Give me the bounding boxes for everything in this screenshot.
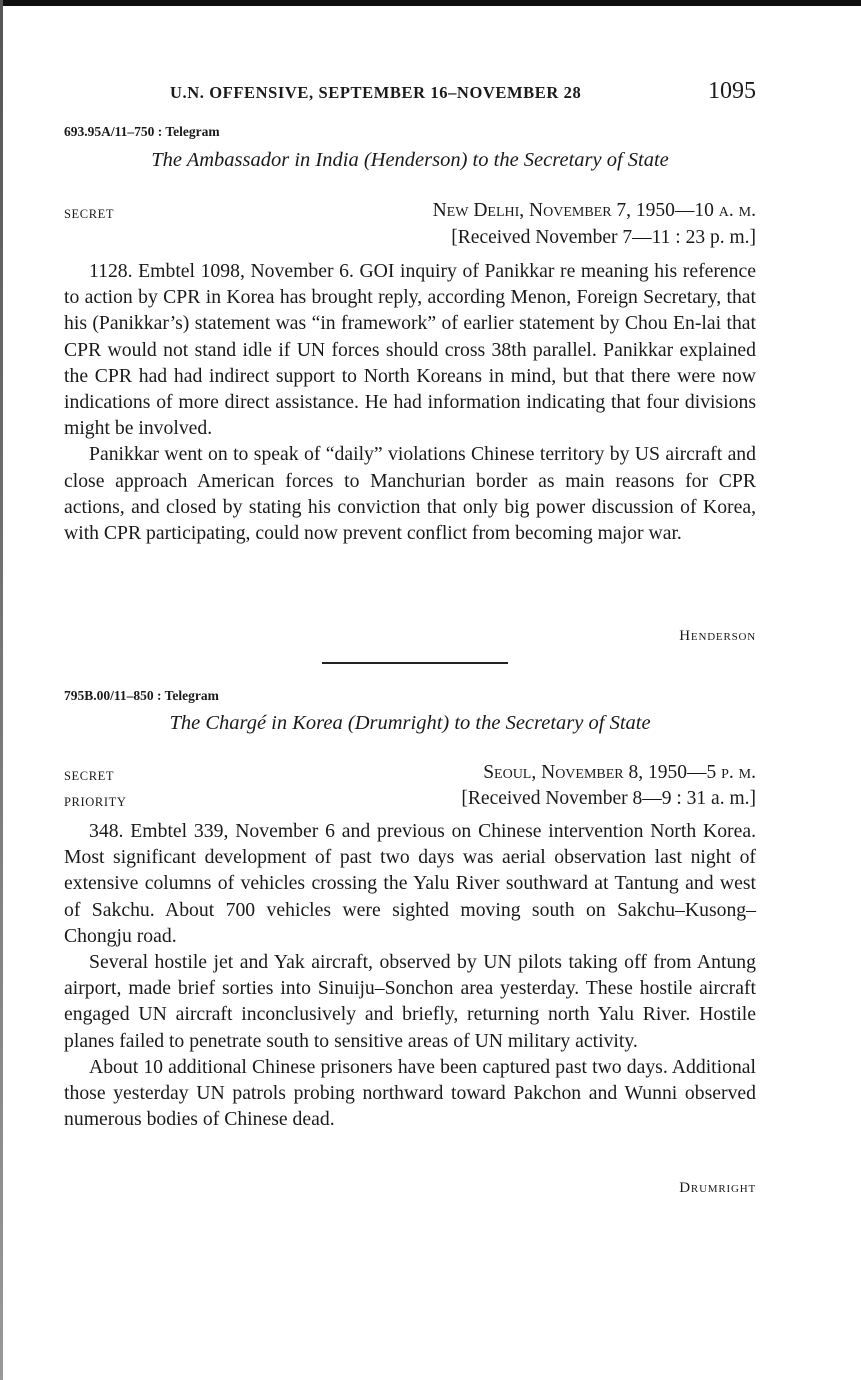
doc-2-reference: 795B.00/11–850 : Telegram: [64, 688, 219, 703]
doc-2-signature: Drumright: [679, 1180, 756, 1196]
doc-2-classification: SECRET: [64, 769, 115, 783]
doc-2-title: The Chargé in Korea (Drumright) to the Secretary of State: [169, 712, 651, 734]
doc-1-body: [64, 258, 756, 546]
running-head: [170, 78, 756, 105]
doc-1-paragraph: Panikkar went on to speak of “daily” violations Chinese territory by US aircraft and close approach American forces to Manchurian border as main reasons for CPR actions, and closed by stating his conviction that only big power discussion of Korea, with CPR participating, could now prevent conflict from becoming major war.: [64, 443, 756, 545]
running-head-title: U.N. OFFENSIVE, SEPTEMBER 16–NOVEMBER 28: [170, 83, 582, 102]
doc-1-paragraph: 1128. Embtel 1098, November 6. GOI inquiry of Panikkar re meaning his reference to action by CPR in Korea has brought reply, according Menon, Foreign Secretary, that his (Panikkar’s) statement was “in framework” of earlier statement by Chou En-lai that CPR would not stand idle if UN forces should cross 38th parallel. Panikkar explained the CPR had had indirect support to North Koreans in mind, but that there were now indications of more direct assistance. He had information indicating that four divisions might be involved.: [64, 260, 756, 440]
page-number: 1095: [708, 78, 756, 104]
doc-1-classification: SECRET: [64, 207, 115, 221]
doc-2-body: [64, 818, 756, 1132]
doc-2-paragraph: 348. Embtel 339, November 6 and previous on Chinese intervention North Korea. Most significant development of past two days was aerial observation last night of extensive columns of vehicles crossing the Yalu River southward at Tantung and west of Sakchu. About 700 vehicles were sighted moving south on Sakchu–Kusong–Chongju road.: [64, 820, 756, 947]
doc-2-dateline: Seoul, November 8, 1950—5 p. m.: [483, 762, 756, 783]
doc-2-priority: PRIORITY: [64, 795, 127, 809]
doc-1-signature: Henderson: [679, 628, 756, 644]
doc-1-received: [Received November 7—11 : 23 p. m.]: [451, 227, 756, 248]
doc-2-paragraph: Several hostile jet and Yak aircraft, observed by UN pilots taking off from Antung airport, made brief sorties into Sinuiju–Sonchon area yesterday. These hostile aircraft engaged UN aircraft inconclusively and briefly, returning north Yalu River. Hostile planes failed to penetrate south to sensitive areas of UN military activity.: [64, 951, 756, 1052]
page-top-edge: [0, 0, 861, 6]
doc-1-title: The Ambassador in India (Henderson) to the Secretary of State: [151, 149, 669, 171]
doc-1-dateline: New Delhi, November 7, 1950—10 a. m.: [432, 200, 756, 221]
doc-2-received: [Received November 8—9 : 31 a. m.]: [461, 788, 756, 809]
page-left-edge: [0, 0, 3, 1380]
doc-2-paragraph: About 10 additional Chinese prisoners have been captured past two days. Additional those yesterday UN patrols probing northward toward Pakchon and Wunni observed numerous bodies of Chinese dead.: [64, 1055, 756, 1131]
section-divider: [322, 662, 508, 664]
doc-1-reference: 693.95A/11–750 : Telegram: [64, 124, 220, 139]
